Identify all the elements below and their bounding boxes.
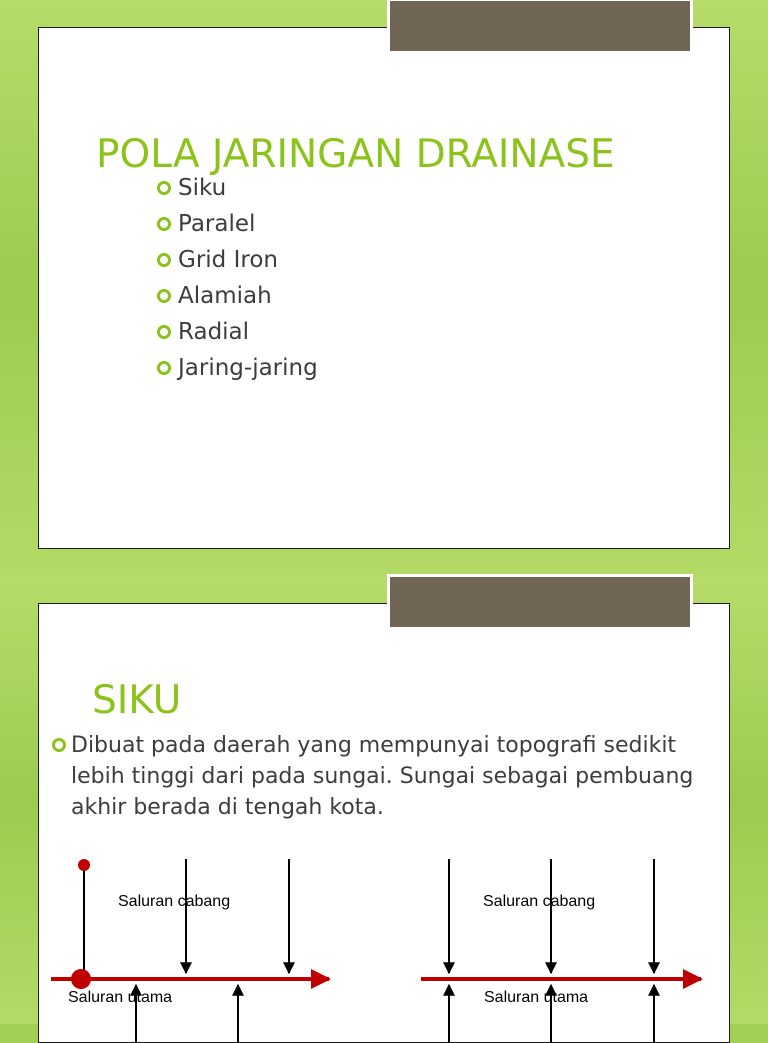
branch-channel-label: Saluran cabang bbox=[118, 893, 231, 910]
list-item: Radial bbox=[157, 314, 318, 350]
main-channel-label: Saluran utama bbox=[68, 989, 173, 1006]
circle-bullet-icon bbox=[157, 253, 171, 267]
circle-bullet-icon bbox=[157, 289, 171, 303]
circle-bullet-icon bbox=[157, 181, 171, 195]
circle-bullet-icon bbox=[157, 325, 171, 339]
main-channel-label: Saluran utama bbox=[484, 989, 589, 1006]
slide-2-header-tab bbox=[387, 574, 693, 630]
slide-1-header-tab bbox=[387, 0, 693, 54]
circle-bullet-icon bbox=[157, 361, 171, 375]
slide-2-title: SIKU bbox=[92, 678, 182, 723]
list-item: Jaring-jaring bbox=[157, 350, 318, 386]
list-item: Siku bbox=[157, 170, 318, 206]
branch-channel-label: Saluran cabang bbox=[483, 893, 596, 910]
list-item: Paralel bbox=[157, 206, 318, 242]
outlet-point-junction bbox=[71, 969, 91, 989]
outlet-point-top bbox=[78, 859, 90, 871]
slide-2 bbox=[38, 603, 730, 1043]
slide-1-title: POLA JARINGAN DRAINASE bbox=[96, 132, 615, 177]
circle-bullet-icon bbox=[157, 217, 171, 231]
slide-1 bbox=[38, 27, 730, 549]
slide-2-paragraph: Dibuat pada daerah yang mempunyai topografi sedikit lebih tinggi dari pada sungai. Sungai sebagai pembuang akhir berada di tengah kota. bbox=[71, 730, 721, 823]
siku-diagram-right bbox=[409, 849, 719, 1039]
slide-1-bullet-list bbox=[157, 170, 318, 386]
list-item: Alamiah bbox=[157, 278, 318, 314]
list-item: Grid Iron bbox=[157, 242, 318, 278]
circle-bullet-icon bbox=[52, 738, 66, 752]
siku-diagram-left bbox=[39, 849, 349, 1039]
